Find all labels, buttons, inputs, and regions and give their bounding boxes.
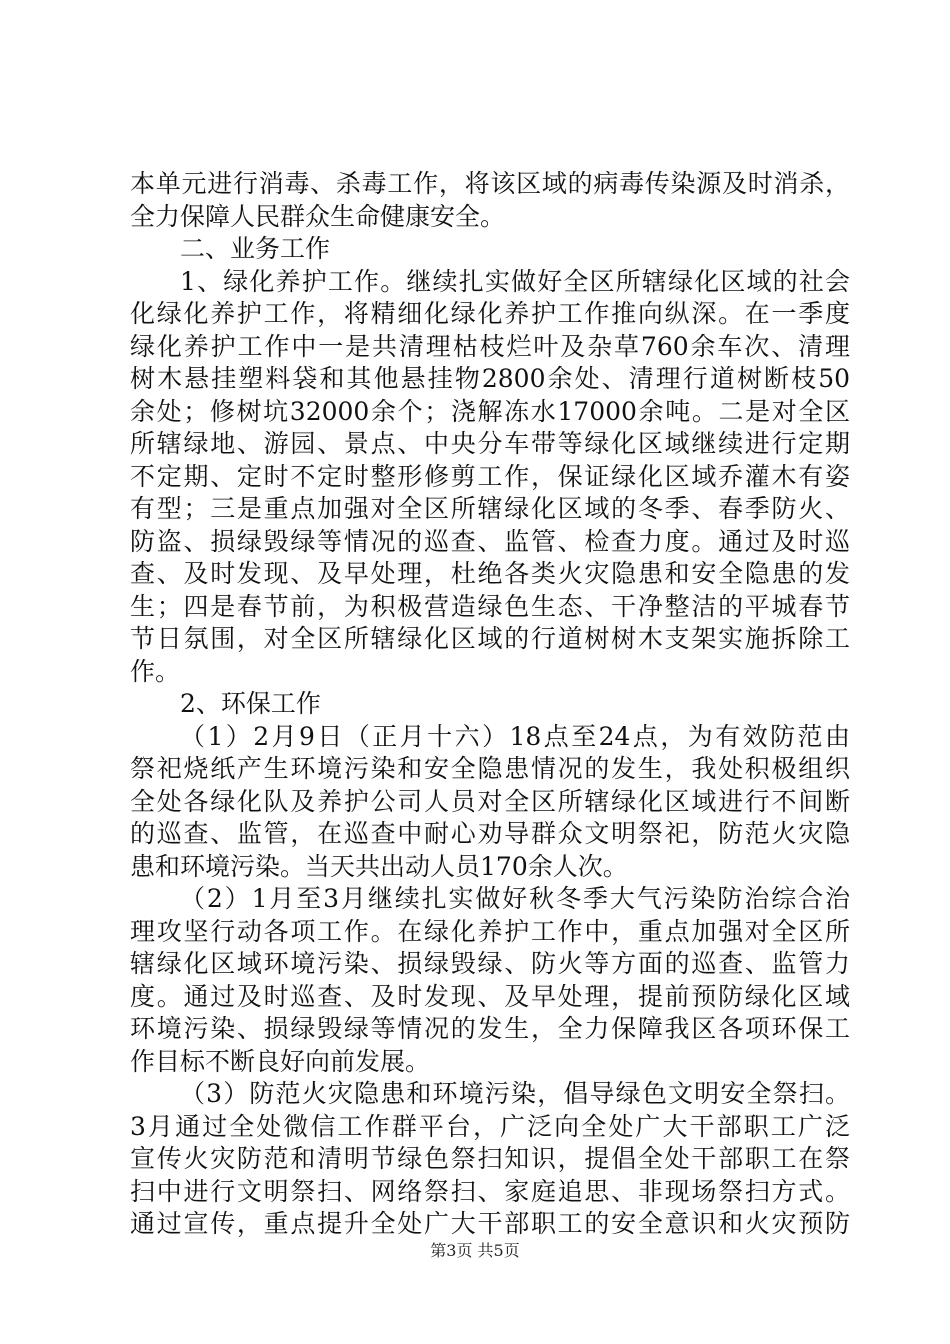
text-line: 1、绿化养护工作。继续扎实做好全区所辖绿化区域的社会	[180, 266, 850, 296]
text-line: 理攻坚行动各项工作。在绿化养护工作中，重点加强对全区所	[130, 916, 850, 946]
text-line: 二、业务工作	[180, 234, 331, 263]
text-line: 余处；修树坑32000余个；浇解冻水17000余吨。二是对全区	[130, 396, 850, 426]
text-line: 生；四是春节前，为积极营造绿色生态、干净整洁的平城春节	[130, 591, 850, 621]
text-line: 全处各绿化队及养护公司人员对全区所辖绿化区域进行不间断	[130, 786, 850, 816]
text-line: 不定期、定时不定时整形修剪工作，保证绿化区域乔灌木有姿	[130, 461, 850, 491]
text-line: 化绿化养护工作，将精细化绿化养护工作推向纵深。在一季度	[130, 299, 850, 328]
text-line: 通过宣传，重点提升全处广大干部职工的安全意识和火灾预防	[130, 1209, 850, 1238]
text-line: 绿化养护工作中一是共清理枯枝烂叶及杂草760余车次、清理	[130, 331, 850, 361]
text-line: 扫中进行文明祭扫、网络祭扫、家庭追思、非现场祭扫方式。	[130, 1176, 850, 1206]
text-line: 度。通过及时巡查、及时发现、及早处理，提前预防绿化区域	[130, 981, 850, 1011]
text-line: 节日氛围，对全区所辖绿化区域的行道树树木支架实施拆除工	[130, 624, 850, 653]
page-footer: 第3页 共5页	[430, 1241, 520, 1260]
text-line: 作。	[130, 656, 181, 686]
text-line: 查、及时发现、及早处理，杜绝各类火灾隐患和安全隐患的发	[130, 559, 850, 588]
text-line: 本单元进行消毒、杀毒工作，将该区域的病毒传染源及时消杀，	[130, 169, 850, 198]
document-body	[130, 168, 850, 1241]
text-line: 祭祀烧纸产生环境污染和安全隐患情况的发生，我处积极组织	[130, 754, 850, 783]
text-line: 患和环境污染。当天共出动人员170余人次。	[130, 851, 628, 881]
text-line: 2、环保工作	[180, 689, 321, 718]
text-line: 宣传火灾防范和清明节绿色祭扫知识，提倡全处干部职工在祭	[130, 1144, 850, 1173]
text-line: （2）1月至3月继续扎实做好秋冬季大气污染防治综合治	[180, 884, 850, 913]
text-line: 作目标不断良好向前发展。	[130, 1046, 431, 1076]
text-line: 辖绿化区域环境污染、损绿毁绿、防火等方面的巡查、监管力	[130, 949, 850, 978]
text-line: 所辖绿地、游园、景点、中央分车带等绿化区域继续进行定期	[130, 429, 850, 458]
text-line: 3月通过全处微信工作群平台，广泛向全处广大干部职工广泛	[130, 1111, 850, 1141]
text-line: 的巡查、监管，在巡查中耐心劝导群众文明祭祀，防范火灾隐	[130, 819, 850, 848]
text-line: 树木悬挂塑料袋和其他悬挂物2800余处、清理行道树断枝50	[130, 364, 850, 393]
text-line: 有型；三是重点加强对全区所辖绿化区域的冬季、春季防火、	[130, 494, 850, 523]
text-line: （3）防范火灾隐患和环境污染，倡导绿色文明安全祭扫。	[180, 1079, 850, 1108]
text-line: （1）2月9日（正月十六）18点至24点，为有效防范由	[180, 721, 850, 751]
text-line: 环境污染、损绿毁绿等情况的发生，全力保障我区各项环保工	[130, 1014, 850, 1043]
text-line: 防盗、损绿毁绿等情况的巡查、监管、检查力度。通过及时巡	[130, 526, 850, 556]
text-line: 全力保障人民群众生命健康安全。	[130, 201, 506, 231]
